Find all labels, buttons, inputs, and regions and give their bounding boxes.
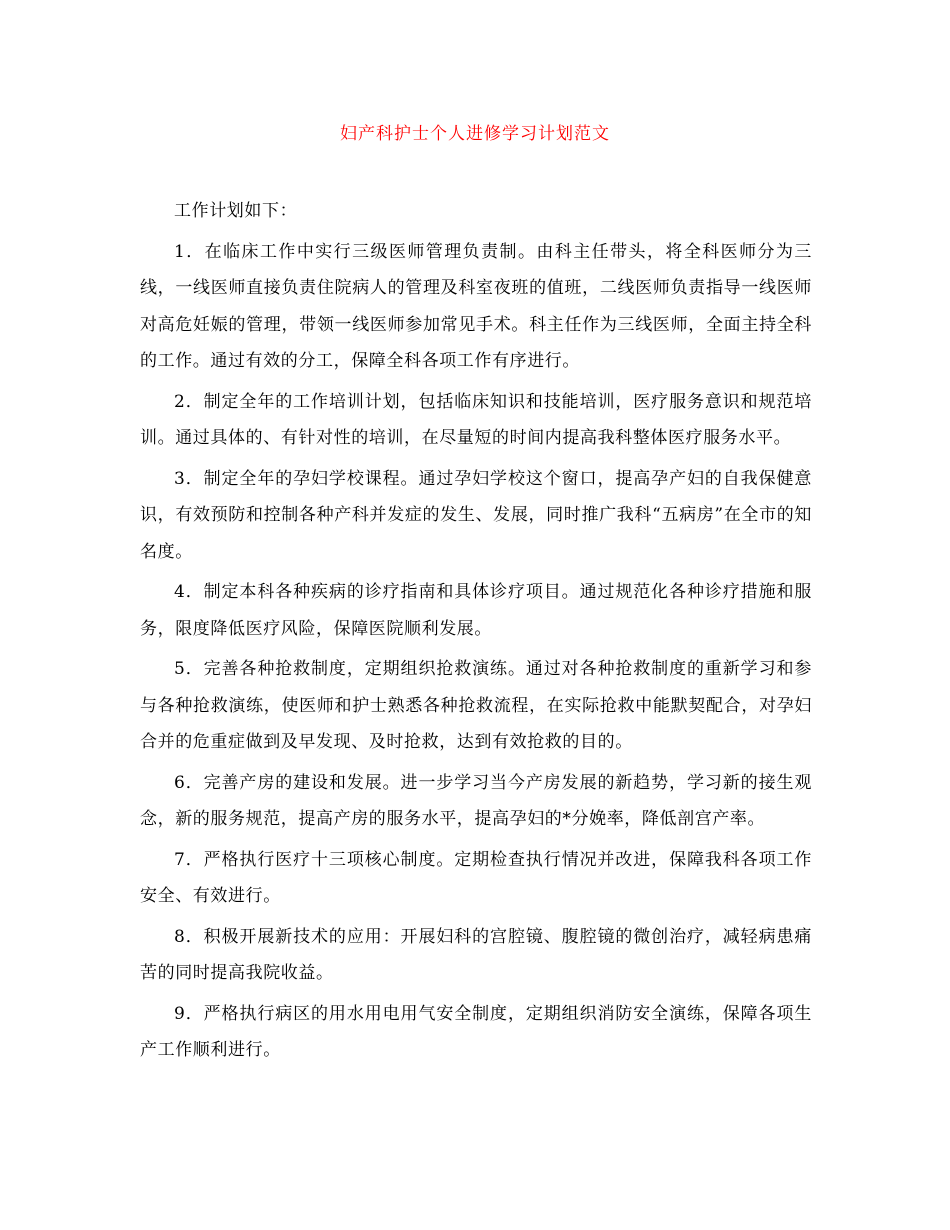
plan-item-1: 1．在临床工作中实行三级医师管理负责制。由科主任带头，将全科医师分为三线，一线医师直接负责住院病人的管理及科室夜班的值班，二线医师负责指导一线医师对高危妊娠的管理，带领一线医师参加常见手术。科主任作为三线医师，全面主持全科的工作。通过有效的分工，保障全科各项工作有序进行。 [140,241,812,371]
plan-item-4: 4．制定本科各种疾病的诊疗指南和具体诊疗项目。通过规范化各种诊疗措施和服务，限度降低医疗风险，保障医院顺利发展。 [140,582,812,639]
intro-paragraph: 工作计划如下： [174,201,298,221]
document-body [140,193,812,1073]
plan-item-8: 8．积极开展新技术的应用：开展妇科的宫腔镜、腹腔镜的微创治疗，减轻病患痛苦的同时提高我院收益。 [140,926,812,983]
plan-item-5: 5．完善各种抢救制度，定期组织抢救演练。通过对各种抢救制度的重新学习和参与各种抢救演练，使医师和护士熟悉各种抢救流程，在实际抢救中能默契配合，对孕妇合并的危重症做到及早发现、及时抢救，达到有效抢救的目的。 [140,659,812,752]
plan-item-9: 9．严格执行病区的用水用电用气安全制度，定期组织消防安全演练，保障各项生产工作顺利进行。 [140,1003,812,1060]
plan-item-3: 3．制定全年的孕妇学校课程。通过孕妇学校这个窗口，提高孕产妇的自我保健意识，有效预防和控制各种产科并发症的发生、发展，同时推广我科“五病房”在全市的知名度。 [140,468,812,562]
document-title: 妇产科护士个人进修学习计划范文 [340,124,610,144]
plan-item-7: 7．严格执行医疗十三项核心制度。定期检查执行情况并改进，保障我科各项工作安全、有效进行。 [140,849,812,906]
plan-item-2: 2．制定全年的工作培训计划，包括临床知识和技能培训，医疗服务意识和规范培训。通过具体的、有针对性的培训，在尽量短的时间内提高我科整体医疗服务水平。 [140,391,812,448]
plan-item-6: 6．完善产房的建设和发展。进一步学习当今产房发展的新趋势，学习新的接生观念，新的服务规范，提高产房的服务水平，提高孕妇的*分娩率，降低剖宫产率。 [140,772,812,829]
